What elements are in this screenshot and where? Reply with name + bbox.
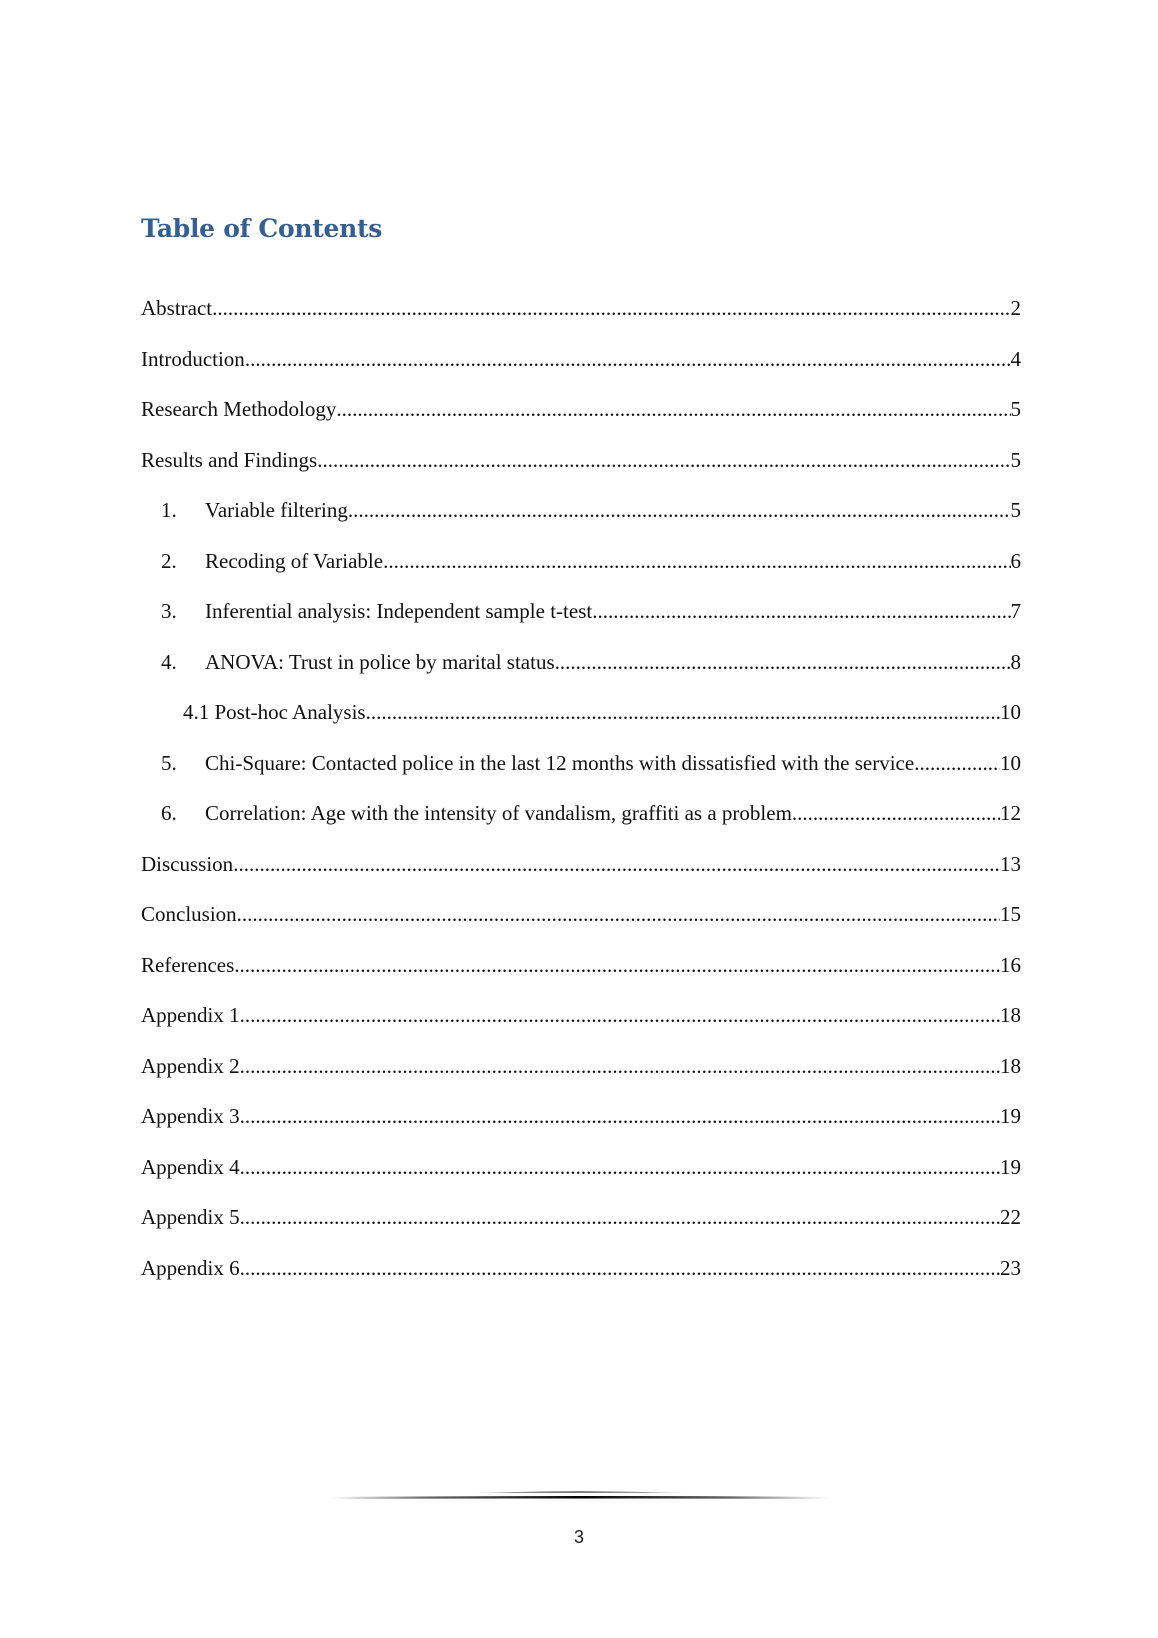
toc-entry-title: References xyxy=(141,952,235,977)
toc-entry[interactable] xyxy=(141,1205,1021,1256)
toc-entry-page: 23 xyxy=(1000,1255,1021,1280)
toc-entry-title: Appendix 2 xyxy=(141,1053,240,1078)
toc-dot-leader xyxy=(240,1205,1000,1230)
toc-entry-number: 4. xyxy=(161,649,177,674)
toc-entry-title: Appendix 1 xyxy=(141,1003,240,1027)
toc-entry-page: 19 xyxy=(1000,1104,1021,1128)
toc-entry[interactable] xyxy=(141,448,1021,499)
toc-entry-page: 22 xyxy=(1000,1205,1021,1229)
toc-entry-page: 8 xyxy=(1010,649,1021,674)
toc-entry-title: Conclusion xyxy=(141,902,237,926)
toc-heading: Table of Contents xyxy=(141,214,383,243)
toc-entry-number: 6. xyxy=(161,801,177,825)
toc-entry[interactable] xyxy=(141,902,1021,953)
toc-entry-title: Appendix 3 xyxy=(141,1104,240,1128)
toc-entry-number: 1. xyxy=(161,498,177,522)
toc-entry[interactable] xyxy=(141,296,1021,347)
toc-dot-leader xyxy=(348,498,1011,523)
toc-entry-page: 18 xyxy=(1000,1053,1021,1078)
toc-entry-page: 7 xyxy=(1010,599,1021,623)
toc-entry[interactable] xyxy=(141,650,1021,701)
toc-entry-title: Appendix 6 xyxy=(141,1255,240,1280)
toc-dot-leader xyxy=(317,448,1010,473)
toc-dot-leader xyxy=(592,599,1010,624)
toc-dot-leader xyxy=(237,902,1000,927)
toc-entry[interactable] xyxy=(141,751,1021,802)
toc-entry[interactable] xyxy=(141,852,1021,903)
toc-entry-title: Variable filtering xyxy=(205,498,348,522)
toc-dot-leader xyxy=(336,397,1010,422)
toc-entry[interactable] xyxy=(141,1256,1021,1307)
toc-entry-title: Chi-Square: Contacted police in the last 12 months with dissatisfied with the service xyxy=(205,750,915,775)
toc-dot-leader xyxy=(212,296,1010,321)
toc-entry-page: 10 xyxy=(1000,750,1021,775)
toc-entry[interactable] xyxy=(141,801,1021,852)
toc-entry-page: 10 xyxy=(1000,700,1021,724)
toc-entry-title: Discussion xyxy=(141,851,234,876)
toc-entry-number: 3. xyxy=(161,599,177,623)
toc-entry-title: Correlation: Age with the intensity of vandalism, graffiti as a problem xyxy=(205,801,792,825)
toc-entry-page: 5 xyxy=(1010,397,1021,421)
toc-dot-leader xyxy=(792,801,1000,826)
toc-entry-number: 5. xyxy=(161,750,177,775)
toc-entry-page: 4 xyxy=(1010,346,1021,371)
toc-entry[interactable] xyxy=(141,549,1021,600)
toc-entry[interactable] xyxy=(141,1054,1021,1105)
toc-entry-page: 19 xyxy=(1000,1154,1021,1179)
toc-entry-title: Abstract xyxy=(141,296,213,320)
toc-entry-page: 12 xyxy=(1000,801,1021,825)
toc-entry-title: Appendix 5 xyxy=(141,1205,240,1229)
toc-dot-leader xyxy=(240,1256,1000,1281)
toc-entry-page: 18 xyxy=(1000,1003,1021,1027)
toc-entry[interactable] xyxy=(141,700,1021,751)
toc-dot-leader xyxy=(240,1054,1000,1079)
toc-dot-leader xyxy=(240,1003,1000,1028)
toc-dot-leader xyxy=(245,347,1011,372)
toc-entry[interactable] xyxy=(141,1003,1021,1054)
toc-entry-title: 4.1 Post-hoc Analysis xyxy=(183,700,366,724)
toc-dot-leader xyxy=(914,751,1000,776)
toc-dot-leader xyxy=(240,1155,1000,1180)
toc-entry-title: Research Methodology xyxy=(141,397,337,421)
toc-entry-title: Results and Findings xyxy=(141,447,318,472)
toc-entry-page: 5 xyxy=(1010,498,1021,522)
toc-entry-title: Inferential analysis: Independent sample t-test xyxy=(205,599,593,623)
toc-entry[interactable] xyxy=(141,953,1021,1004)
toc-entry-title: Appendix 4 xyxy=(141,1154,240,1179)
toc-entry-page: 2 xyxy=(1010,296,1021,320)
toc-entry[interactable] xyxy=(141,1104,1021,1155)
toc-entry-page: 5 xyxy=(1010,447,1021,472)
toc-entry-page: 6 xyxy=(1010,548,1021,573)
toc-list xyxy=(141,296,1021,1306)
toc-entry[interactable] xyxy=(141,397,1021,448)
toc-entry[interactable] xyxy=(141,599,1021,650)
toc-entry[interactable] xyxy=(141,1155,1021,1206)
toc-entry-page: 13 xyxy=(1000,851,1021,876)
toc-entry-page: 15 xyxy=(1000,902,1021,926)
toc-entry-title: ANOVA: Trust in police by marital status xyxy=(205,649,555,674)
page-number: 3 xyxy=(573,1527,584,1547)
toc-entry-number: 2. xyxy=(161,548,177,573)
toc-entry[interactable] xyxy=(141,498,1021,549)
toc-entry[interactable] xyxy=(141,347,1021,398)
toc-dot-leader xyxy=(383,549,1010,574)
toc-entry-title: Introduction xyxy=(141,346,245,371)
toc-dot-leader xyxy=(555,650,1011,675)
toc-dot-leader xyxy=(233,852,1000,877)
toc-dot-leader xyxy=(234,953,1000,978)
toc-dot-leader xyxy=(366,700,1000,725)
toc-dot-leader xyxy=(240,1104,1000,1129)
toc-entry-title: Recoding of Variable xyxy=(205,548,384,573)
toc-entry-page: 16 xyxy=(1000,952,1021,977)
